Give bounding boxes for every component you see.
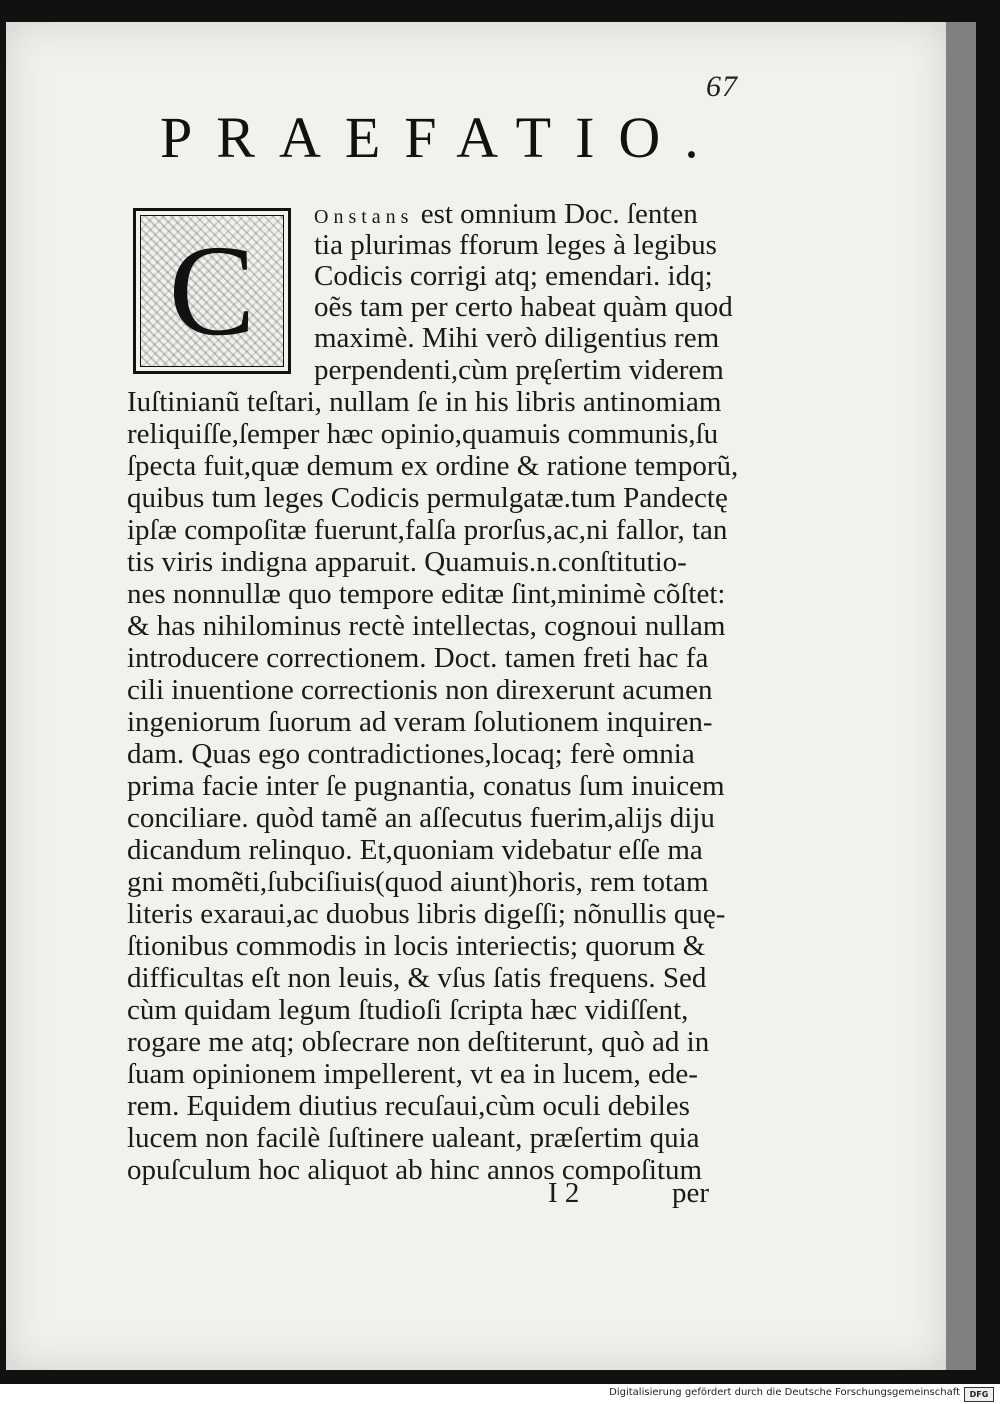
text-line: & has nihilominus rectè intellectas, cognoui nullam xyxy=(127,610,726,642)
text-line: quibus tum leges Codicis permulgatæ.tum Pandectę xyxy=(127,482,728,514)
text-line: cili inuentione correctionis non direxerunt acumen xyxy=(127,674,713,706)
text-line: reliquiſſe,ſemper hæc opinio,quamuis communis,ſu xyxy=(127,418,719,450)
footer-credit: Digitalisierung gefördert durch die Deutsche Forschungsgemeinschaft xyxy=(609,1387,960,1398)
dfg-logo: DFG xyxy=(964,1387,994,1402)
text-line: difficultas eſt non leuis, & vſus ſatis frequens. Sed xyxy=(127,962,707,994)
page-edge xyxy=(946,22,976,1370)
smallcaps-word: Onstans xyxy=(314,206,414,228)
text-line: opuſculum hoc aliquot ab hinc annos compoſitum xyxy=(127,1154,703,1186)
text-line: literis exaraui,ac duobus libris digeſſi; nõnullis quę- xyxy=(127,898,726,930)
catchword: per xyxy=(672,1177,710,1209)
text-line: rem. Equidem diutius recuſaui,cùm oculi debiles xyxy=(127,1090,690,1122)
page-title: PRAEFATIO. xyxy=(160,105,723,170)
text-line: dicandum relinquo. Et,quoniam videbatur eſſe ma xyxy=(127,834,703,866)
page-number: 67 xyxy=(706,70,738,103)
text-line: dam. Quas ego contradictiones,locaq; ferè omnia xyxy=(127,738,695,770)
initial-letter: C xyxy=(140,215,284,367)
text-line: conciliare. quòd tamẽ an aſſecutus fuerim,alijs diju xyxy=(127,802,715,834)
text-line: nes nonnullæ quo tempore editæ ſint,minimè cõſtet: xyxy=(127,578,726,610)
text-line: Iuſtinianũ teſtari, nullam ſe in his libris antinomiam xyxy=(127,386,722,418)
text-line: oẽs tam per certo habeat quàm quod xyxy=(314,291,733,323)
text-line: lucem non facilè ſuſtinere ualeant, præſertim quia xyxy=(127,1122,700,1154)
text-line: ſtionibus commodis in locis interiectis; quorum & xyxy=(127,930,706,962)
text-line: rogare me atq; obſecrare non deſtiterunt, quò ad in xyxy=(127,1026,710,1058)
text-line: maximè. Mihi verò diligentius rem xyxy=(314,322,720,354)
text-line: tia plurimas fforum leges à legibus xyxy=(314,229,717,261)
text-line: introducere correctionem. Doct. tamen freti hac fa xyxy=(127,642,709,674)
text-line: ſpecta fuit,quæ demum ex ordine & ratione temporũ, xyxy=(127,450,739,482)
text-line: tis viris indigna apparuit. Quamuis.n.conſtitutio- xyxy=(127,546,687,578)
signature-mark: I 2 xyxy=(548,1177,580,1209)
text-line: Codicis corrigi atq; emendari. idq; xyxy=(314,260,713,292)
text-line: ingeniorum ſuorum ad veram ſolutionem inquiren- xyxy=(127,706,713,738)
text-line: perpendenti,cùm pręſertim viderem xyxy=(314,354,724,386)
text-line: gni momẽti,ſubciſiuis(quod aiunt)horis, rem totam xyxy=(127,866,709,898)
text-line: cùm quidam legum ſtudioſi ſcripta hæc vidiſſent, xyxy=(127,994,689,1026)
footer-bar xyxy=(0,1384,1000,1404)
text-line: Onstans est omnium Doc. ſenten xyxy=(314,198,698,230)
text-line: prima facie inter ſe pugnantia, conatus ſum inuicem xyxy=(127,770,725,802)
text-line: ipſæ compoſitæ fuerunt,falſa prorſus,ac,ni fallor, tan xyxy=(127,514,728,546)
decorative-initial xyxy=(133,208,291,374)
text-line: ſuam opinionem impellerent, vt ea in lucem, ede- xyxy=(127,1058,698,1090)
